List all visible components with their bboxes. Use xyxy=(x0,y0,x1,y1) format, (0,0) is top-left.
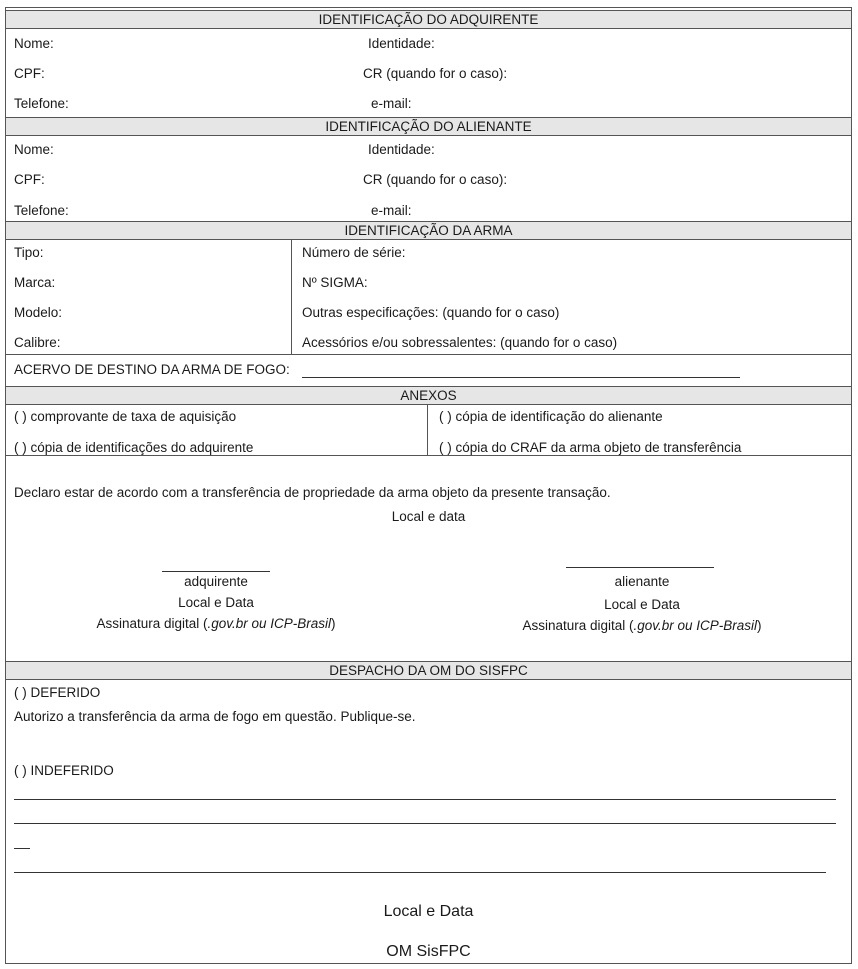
section-header-alienante: IDENTIFICAÇÃO DO ALIENANTE xyxy=(6,117,851,136)
assinatura-prefix: Assinatura digital ( xyxy=(522,618,634,633)
signature-role-alienante: alienante xyxy=(614,574,670,589)
signature-assinatura-alienante xyxy=(492,618,792,634)
despacho-deferido: ( ) DEFERIDO xyxy=(14,685,101,700)
arma-acessorios-label: Acessórios e/ou sobressalentes: (quando for o caso) xyxy=(302,335,618,350)
despacho-om: OM SisFPC xyxy=(386,943,471,960)
declaracao-text: Declaro estar de acordo com a transferência de propriedade da arma objeto da presente transação. xyxy=(14,485,611,500)
arma-numero-serie-label: Número de série: xyxy=(302,245,406,260)
anexo-item: ( ) cópia de identificações do adquirente xyxy=(14,440,254,455)
acervo-blank-line xyxy=(302,377,740,378)
despacho-indeferido: ( ) INDEFERIDO xyxy=(14,763,114,778)
arma-marca-label: Marca: xyxy=(14,275,56,290)
alienante-nome-label: Nome: xyxy=(14,142,54,157)
section-header-arma: IDENTIFICAÇÃO DA ARMA xyxy=(6,221,851,240)
alienante-telefone-label: Telefone: xyxy=(14,203,69,218)
alienante-email-label: e-mail: xyxy=(371,203,412,218)
transfer-form xyxy=(5,7,852,964)
despacho-autorizo: Autorizo a transferência da arma de fogo em questão. Publique-se. xyxy=(14,709,416,724)
despacho-local-data: Local e Data xyxy=(383,903,474,920)
section-header-anexos: ANEXOS xyxy=(6,386,851,405)
despacho-blank-line xyxy=(14,823,836,824)
declaracao-local-data: Local e data xyxy=(391,509,466,524)
arma-tipo-label: Tipo: xyxy=(14,245,44,260)
anexos-divider xyxy=(427,404,428,455)
anexo-item: ( ) cópia de identificação do alienante xyxy=(439,409,663,424)
signature-line-alienante xyxy=(566,567,714,568)
arma-modelo-label: Modelo: xyxy=(14,305,63,320)
adquirente-cpf-label: CPF: xyxy=(14,66,45,81)
acervo-label: ACERVO DE DESTINO DA ARMA DE FOGO: xyxy=(14,362,290,377)
anexo-item: ( ) cópia do CRAF da arma objeto de transferência xyxy=(439,440,742,455)
adquirente-telefone-label: Telefone: xyxy=(14,96,69,111)
assinatura-italic: .gov.br ou ICP-Brasil xyxy=(207,616,332,631)
despacho-blank-line xyxy=(14,799,836,800)
signature-local-adquirente: Local e Data xyxy=(178,595,254,610)
adquirente-nome-label: Nome: xyxy=(14,36,54,51)
section-header-despacho: DESPACHO DA OM DO SISFPC xyxy=(6,661,851,680)
assinatura-suffix: ) xyxy=(331,616,336,631)
alienante-identidade-label: Identidade: xyxy=(368,142,435,157)
signature-local-alienante: Local e Data xyxy=(604,597,680,612)
arma-divider xyxy=(291,239,292,354)
signature-line-adquirente xyxy=(162,571,270,572)
signature-assinatura-adquirente xyxy=(66,616,366,632)
alienante-cr-label: CR (quando for o caso): xyxy=(363,172,508,187)
acervo-top-border xyxy=(6,354,851,355)
anexo-item: ( ) comprovante de taxa de aquisição xyxy=(14,409,237,424)
arma-sigma-label: Nº SIGMA: xyxy=(302,275,368,290)
adquirente-email-label: e-mail: xyxy=(371,96,412,111)
assinatura-italic: .gov.br ou ICP-Brasil xyxy=(633,618,758,633)
section-header-adquirente: IDENTIFICAÇÃO DO ADQUIRENTE xyxy=(6,10,851,29)
arma-calibre-label: Calibre: xyxy=(14,335,61,350)
arma-outras-label: Outras especificações: (quando for o caso) xyxy=(302,305,560,320)
adquirente-cr-label: CR (quando for o caso): xyxy=(363,66,508,81)
assinatura-suffix: ) xyxy=(757,618,762,633)
alienante-cpf-label: CPF: xyxy=(14,172,45,187)
despacho-blank-line xyxy=(14,848,30,849)
adquirente-identidade-label: Identidade: xyxy=(368,36,435,51)
declaracao-top-border xyxy=(6,455,851,456)
despacho-blank-line xyxy=(14,872,826,873)
assinatura-prefix: Assinatura digital ( xyxy=(96,616,208,631)
signature-role-adquirente: adquirente xyxy=(184,574,248,589)
